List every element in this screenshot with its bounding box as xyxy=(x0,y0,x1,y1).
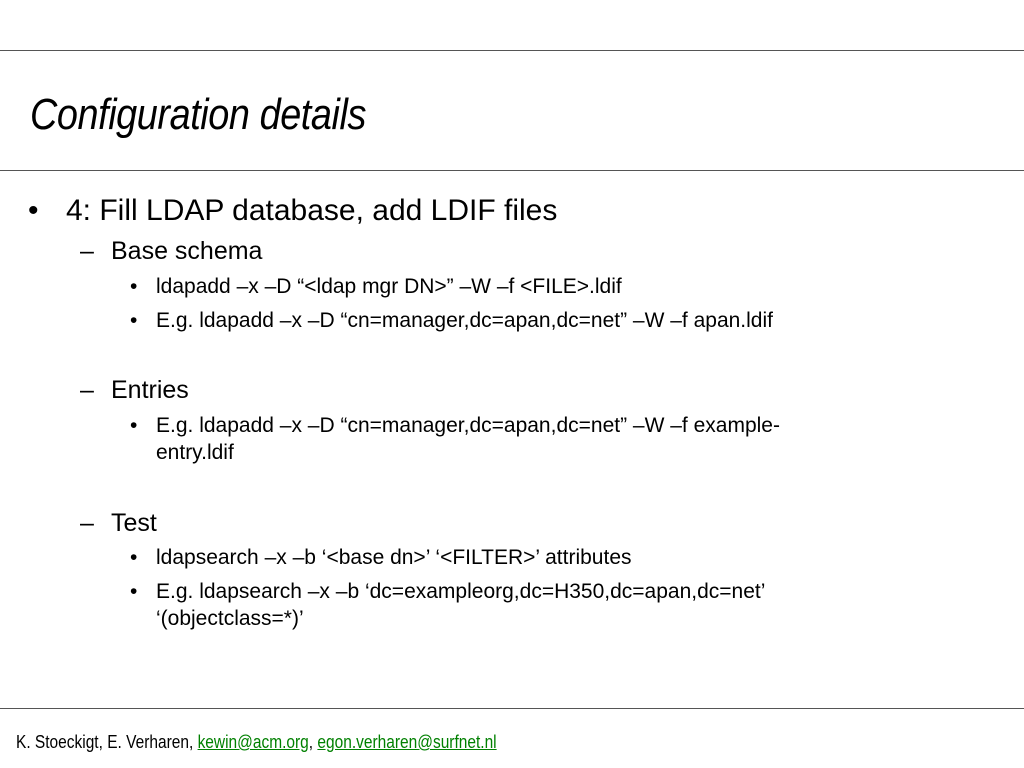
bullet-marker: • xyxy=(130,414,138,437)
footer-separator: , xyxy=(308,732,318,752)
email-link-kewin[interactable]: kewin@acm.org xyxy=(197,732,309,752)
section-heading: Base schema xyxy=(111,237,263,265)
bullet-marker: • xyxy=(130,275,138,298)
list-item: ldapadd –x –D “<ldap mgr DN>” –W –f <FILE>.ldif xyxy=(156,275,622,298)
list-item: ldapsearch –x –b ‘<base dn>’ ‘<FILTER>’ attributes xyxy=(156,546,632,569)
dash-marker: – xyxy=(80,237,94,265)
dash-marker: – xyxy=(80,376,94,404)
list-item-continuation: ‘(objectclass=*)’ xyxy=(156,607,304,630)
footer xyxy=(16,730,497,754)
slide-title: Configuration details xyxy=(30,90,366,139)
section-heading: Entries xyxy=(111,376,189,404)
bullet-marker: • xyxy=(130,309,138,332)
list-item: E.g. ldapsearch –x –b ‘dc=exampleorg,dc=H350,dc=apan,dc=net’ xyxy=(156,580,766,603)
footer-authors: K. Stoeckigt, E. Verharen, xyxy=(16,732,198,752)
title-divider xyxy=(0,170,1024,171)
dash-marker: – xyxy=(80,509,94,537)
section-heading: Test xyxy=(111,509,157,537)
bullet-marker: • xyxy=(130,546,138,569)
list-item: E.g. ldapadd –x –D “cn=manager,dc=apan,dc=net” –W –f example- xyxy=(156,414,780,437)
footer-divider xyxy=(0,708,1024,709)
top-divider xyxy=(0,50,1024,51)
email-link-egon[interactable]: egon.verharen@surfnet.nl xyxy=(317,732,497,752)
bullet-marker: • xyxy=(130,580,138,603)
list-item-continuation: entry.ldif xyxy=(156,441,234,464)
list-item: E.g. ldapadd –x –D “cn=manager,dc=apan,dc=net” –W –f apan.ldif xyxy=(156,309,773,332)
bullet-marker: • xyxy=(28,194,39,227)
main-bullet-text: 4: Fill LDAP database, add LDIF files xyxy=(66,194,558,227)
